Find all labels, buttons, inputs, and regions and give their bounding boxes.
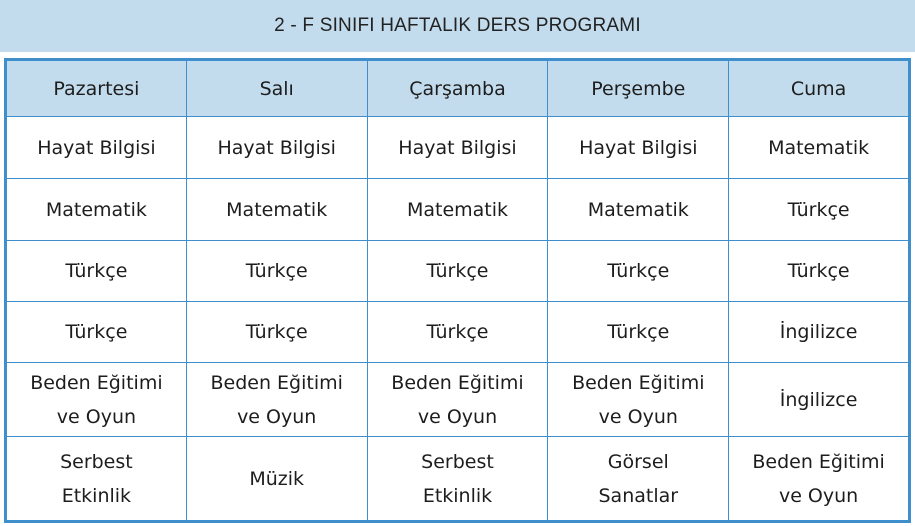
lesson-name: ve Oyun — [778, 484, 859, 507]
lesson-name: Görsel — [607, 450, 669, 473]
table-row — [6, 117, 910, 179]
lesson-name: Etkinlik — [422, 484, 493, 507]
lesson-name: Türkçe — [65, 321, 128, 344]
weekly-schedule-table — [4, 58, 911, 523]
lesson-cell — [367, 437, 548, 522]
table-row — [6, 179, 910, 240]
lesson-cell — [548, 240, 729, 301]
lesson-cell — [548, 437, 729, 522]
lesson-name: Türkçe — [65, 259, 128, 282]
lesson-name: İngilizce — [779, 321, 858, 344]
lesson-cell — [729, 179, 910, 240]
lesson-cell — [729, 117, 910, 179]
lesson-name: Türkçe — [787, 198, 850, 221]
table-row — [6, 363, 910, 437]
lesson-cell — [548, 302, 729, 363]
lesson-name: Matematik — [226, 198, 328, 221]
lesson-name: Matematik — [406, 198, 509, 221]
lesson-name: Hayat Bilgisi — [217, 136, 336, 159]
lesson-cell — [548, 363, 729, 437]
lesson-cell — [186, 240, 367, 301]
lesson-cell — [729, 437, 910, 522]
lesson-name: Beden Eğitimi — [391, 371, 524, 394]
lesson-name: Serbest — [60, 450, 133, 473]
lesson-cell — [367, 363, 548, 437]
lesson-cell — [367, 240, 548, 301]
table-row — [6, 437, 910, 522]
lesson-name: Matematik — [587, 198, 689, 221]
lesson-cell — [186, 179, 367, 240]
lesson-name: Beden Eğitimi — [30, 371, 163, 394]
lesson-cell — [548, 117, 729, 179]
lesson-cell — [186, 117, 367, 179]
lesson-cell — [186, 437, 367, 522]
lesson-cell — [729, 302, 910, 363]
lesson-name: Türkçe — [607, 259, 670, 282]
table-row — [6, 302, 910, 363]
lesson-name: ve Oyun — [56, 405, 137, 428]
lesson-cell — [6, 179, 187, 240]
lesson-name: Etkinlik — [61, 484, 132, 507]
lesson-cell — [6, 240, 187, 301]
lesson-cell — [6, 302, 187, 363]
lesson-name: ve Oyun — [598, 405, 678, 428]
lesson-cell — [6, 363, 187, 437]
day-header-thursday: Perşembe — [548, 60, 729, 117]
day-header-tuesday: Salı — [186, 60, 367, 117]
lesson-cell — [548, 179, 729, 240]
lesson-cell — [186, 302, 367, 363]
page-title: 2 - F SINIFI HAFTALIK DERS PROGRAMI — [274, 15, 641, 36]
lesson-cell — [186, 363, 367, 437]
lesson-name: Matematik — [768, 136, 870, 159]
lesson-cell — [6, 437, 187, 522]
lesson-cell — [729, 240, 910, 301]
lesson-cell — [367, 179, 548, 240]
day-header-friday: Cuma — [729, 60, 910, 117]
lesson-name: Beden Eğitimi — [572, 371, 705, 394]
lesson-cell — [367, 117, 548, 179]
lesson-name: Matematik — [45, 198, 147, 221]
lesson-name: Hayat Bilgisi — [579, 136, 698, 159]
lesson-name: Hayat Bilgisi — [37, 136, 156, 159]
lesson-name: Serbest — [421, 450, 494, 473]
lesson-name: Beden Eğitimi — [210, 371, 343, 394]
lesson-name: Türkçe — [426, 259, 489, 282]
title-bar — [0, 0, 915, 52]
day-header-monday: Pazartesi — [6, 60, 187, 117]
lesson-name: Hayat Bilgisi — [398, 136, 517, 159]
table-row — [6, 240, 910, 301]
lesson-cell — [367, 302, 548, 363]
lesson-name: Sanatlar — [598, 484, 679, 507]
lesson-name: Türkçe — [787, 259, 850, 282]
lesson-name: Türkçe — [245, 321, 308, 344]
lesson-name: Türkçe — [607, 321, 670, 344]
lesson-name: Beden Eğitimi — [752, 450, 885, 473]
lesson-cell — [6, 117, 187, 179]
lesson-cell — [729, 363, 910, 437]
lesson-name: Türkçe — [245, 259, 308, 282]
lesson-name: İngilizce — [779, 388, 858, 411]
lesson-name: ve Oyun — [417, 405, 498, 428]
header-row — [6, 60, 910, 117]
lesson-name: Türkçe — [426, 321, 489, 344]
lesson-name: ve Oyun — [237, 405, 317, 428]
day-header-wednesday: Çarşamba — [367, 60, 548, 117]
lesson-name: Müzik — [249, 467, 305, 490]
